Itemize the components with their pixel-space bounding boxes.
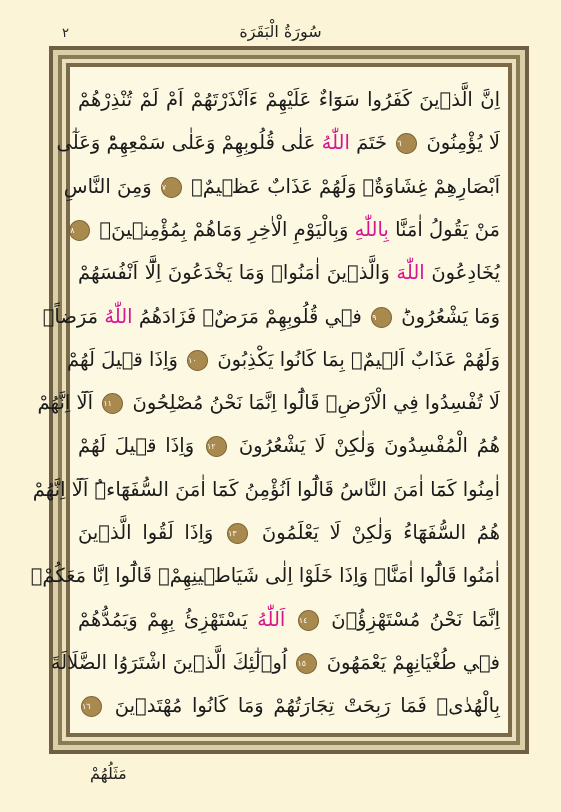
verse-text: اَبْصَارِهِمْ غِشَاوَةٌؗ وَلَهُمْ عَذَابٌ عَظ۪يمٌ۟ <box>191 174 500 198</box>
verse-line <box>63 165 500 209</box>
verse-text: وَاِذَا ق۪يلَ لَهُمْ <box>67 347 178 371</box>
verse-text: يُخَادِعُونَ <box>431 261 500 285</box>
verse-text: ف۪ي قُلُوبِهِمْ مَرَضٌۙ فَزَادَهُمُ <box>138 304 362 328</box>
ayah-marker-icon: ٧ <box>161 177 182 198</box>
verse-text: هُمُ السُّفَهَٓاءُ وَلٰكِنْ لَا يَعْلَمُونَ <box>261 521 501 544</box>
divine-name: بِاللّٰهِ <box>354 217 389 241</box>
verse-line <box>78 511 500 555</box>
verse-text: وَاِذَا لَقُوا الَّذ۪ينَ <box>78 521 214 544</box>
verse-text: هُمُ الْمُفْسِدُونَ وَلٰكِنْ لَا يَشْعُرُونَ <box>238 434 501 458</box>
verse-line <box>70 208 500 252</box>
verse-text: مَنْ يَقُولُ اٰمَنَّا <box>395 217 500 241</box>
verse-line <box>78 78 500 122</box>
verse-line <box>50 641 500 685</box>
ayah-marker-icon: ١٦ <box>81 696 102 717</box>
ayah-marker-icon: ١١ <box>102 393 123 414</box>
verse-text: اِنَّ الَّذ۪ينَ كَفَرُوا سَوَٓاءٌ عَلَيْهِمْ ءَاَنْذَرْتَهُمْ اَمْ لَمْ تُنْذِرْهُمْ <box>78 88 500 111</box>
divine-name: اَللّٰهُ <box>257 607 286 631</box>
ayah-marker-icon: ١٥ <box>296 653 317 674</box>
verse-line <box>37 381 500 425</box>
verse-text: اٰمَنُوا قَالُٓوا اٰمَنَّاۚ وَاِذَا خَلَوْا اِلٰى شَيَاط۪ينِهِمْۙ قَالُٓوا اِنَّا مَعَكُمْۙ <box>30 564 500 588</box>
verse-text: مَرَضاًۚ <box>42 304 99 328</box>
divine-name: اللّٰهُ <box>104 304 133 328</box>
verse-text: وَلَهُمْ عَذَابٌ اَل۪يمٌۙ بِمَا كَانُوا يَكْذِبُونَ <box>217 347 500 371</box>
verse-line <box>78 598 500 642</box>
verse-text: خَتَمَ <box>356 131 388 155</box>
verse-text: وَالَّذ۪ينَ اٰمَنُواۚ وَمَا يَخْدَعُونَ اِلَّٓا اَنْفُسَهُمْ <box>78 261 390 285</box>
divine-name: اللّٰهَ <box>396 261 425 285</box>
verse-line <box>32 468 500 512</box>
verse-text: ف۪ي طُغْيَانِهِمْ يَعْمَهُونَ <box>326 650 500 674</box>
verse-line <box>56 121 500 165</box>
verse-text: لَا يُؤْمِنُونَ <box>426 131 500 155</box>
ayah-marker-icon: ٩ <box>371 307 392 328</box>
verse-text: اٰمِنُوا كَمَٓا اٰمَنَ النَّاسُ قَالُٓوا اَنُؤْمِنُ كَمَٓا اٰمَنَ السُّفَهَٓاءُۜ اَلَٓا اِنَّهُمْ <box>32 477 500 501</box>
verse-line <box>78 684 500 728</box>
ayah-marker-icon: ١٤ <box>298 610 319 631</box>
verse-text: اِنَّمَا نَحْنُ مُسْتَهْزِؤُ۫نَ <box>331 607 500 631</box>
verse-text: اُو۬لٰٓئِكَ الَّذ۪ينَ اشْتَرَوُا الضَّلَالَةَ <box>50 650 288 674</box>
verse-text: وَاِذَا ق۪يلَ لَهُمْ <box>78 434 195 458</box>
verse-text: وَمِنَ النَّاسِ <box>63 174 152 198</box>
verse-text: يَسْتَهْزِئُ بِهِمْ وَيَمُدُّهُمْ <box>78 607 248 631</box>
page-number: ٢ <box>62 26 69 41</box>
ayah-marker-icon: ٦ <box>396 133 417 154</box>
verse-line <box>67 338 500 382</box>
verse-line <box>78 251 500 295</box>
verse-text: لَا تُفْسِدُوا فِي الْاَرْضِۙ قَالُٓوا اِنَّمَا نَحْنُ مُصْلِحُونَ <box>132 391 500 415</box>
verse-text: وَمَا يَشْعُرُونَؕ <box>401 304 500 328</box>
catchword: مَثَلُهُمْ <box>90 764 127 783</box>
ayah-marker-icon: ٨ <box>69 220 90 241</box>
verse-lines <box>30 78 501 728</box>
verse-text: اَلَٓا اِنَّهُمْ <box>37 391 94 415</box>
verse-line <box>78 424 500 468</box>
verse-text: بِالْهُدٰىۖ فَمَا رَبِحَتْ تِجَارَتُهُمْ وَمَا كَانُوا مُهْتَد۪ينَ <box>114 694 500 718</box>
verse-line <box>30 554 500 598</box>
surah-title: سُورَةُ الْبَقَرَة <box>239 22 322 41</box>
verse-line <box>42 295 500 339</box>
verse-text: وَبِالْيَوْمِ الْاٰخِرِ وَمَاهُمْ بِمُؤْمِن۪ينَۘ <box>99 217 349 241</box>
ayah-marker-icon: ١٢ <box>206 436 227 457</box>
ayah-marker-icon: ١٠ <box>187 350 208 371</box>
divine-name: اللّٰهُ <box>321 131 350 155</box>
ayah-marker-icon: ١٣ <box>227 523 248 544</box>
verse-text: عَلٰى قُلُوبِهِمْ وَعَلٰى سَمْعِهِمْؕ وَعَلٰٓى <box>56 131 316 155</box>
